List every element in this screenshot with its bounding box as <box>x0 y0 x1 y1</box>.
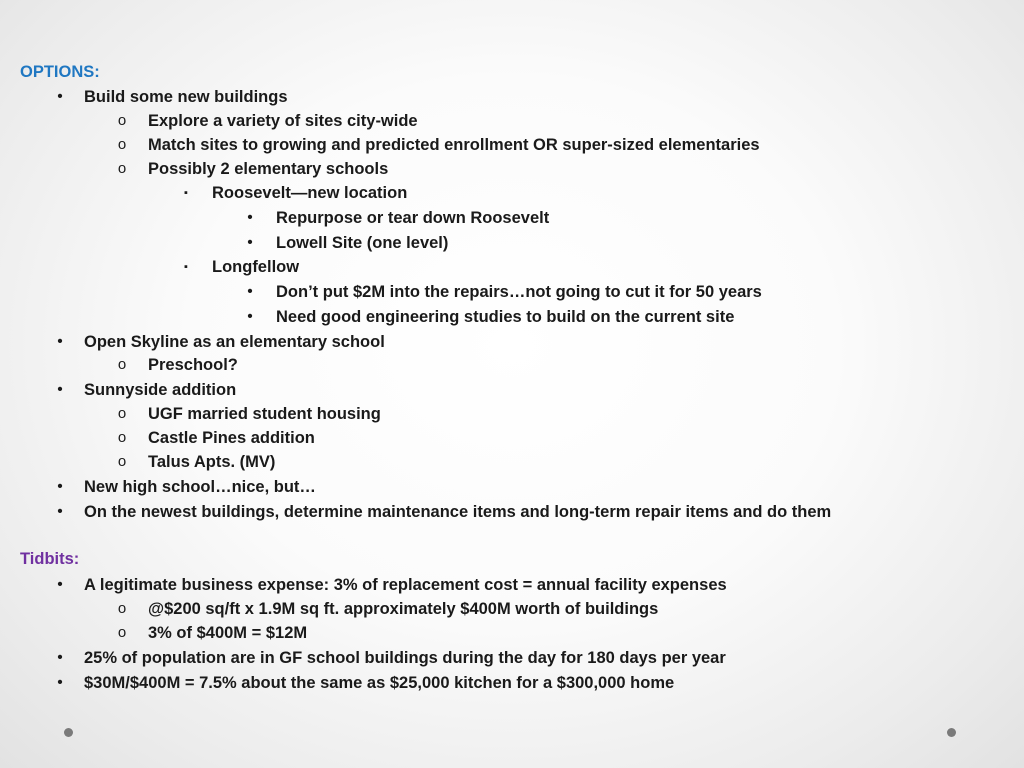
bullet-icon: • <box>57 649 63 666</box>
bullet-icon: • <box>247 209 253 226</box>
list-item-text: 25% of population are in GF school buildings during the day for 180 days per year <box>84 649 726 667</box>
decorative-dot-icon <box>947 728 956 737</box>
list-item-text: Talus Apts. (MV) <box>148 453 276 471</box>
options-heading: OPTIONS: <box>20 63 100 81</box>
list-item-text: Lowell Site (one level) <box>276 234 449 252</box>
list-item-text: Don’t put $2M into the repairs…not going to cut it for 50 years <box>276 283 762 301</box>
list-item-text: Preschool? <box>148 356 238 374</box>
bullet-icon: • <box>57 576 63 593</box>
bullet-icon: o <box>117 453 127 470</box>
bullet-icon: o <box>117 136 127 153</box>
tidbits-heading: Tidbits: <box>20 550 80 568</box>
bullet-icon: • <box>57 478 63 495</box>
list-item-text: New high school…nice, but… <box>84 478 316 496</box>
list-item-text: Castle Pines addition <box>148 429 315 447</box>
decorative-dot-icon <box>64 728 73 737</box>
list-item-text: Roosevelt—new location <box>212 184 408 202</box>
list-item-text: @$200 sq/ft x 1.9M sq ft. approximately $400M worth of buildings <box>148 600 659 618</box>
bullet-icon: o <box>117 356 127 373</box>
bullet-icon: • <box>57 381 63 398</box>
bullet-icon: ▪ <box>184 261 188 273</box>
bullet-icon: • <box>247 283 253 300</box>
list-item-text: Build some new buildings <box>84 88 288 106</box>
list-item-text: Possibly 2 elementary schools <box>148 160 389 178</box>
list-item-text: Match sites to growing and predicted enrollment OR super-sized elementaries <box>148 136 760 154</box>
list-item-text: 3% of $400M = $12M <box>148 624 308 642</box>
bullet-icon: • <box>57 503 63 520</box>
list-item-text: On the newest buildings, determine maintenance items and long-term repair items and do them <box>84 503 832 521</box>
bullet-icon: • <box>247 308 253 325</box>
bullet-icon: o <box>117 112 127 129</box>
bullet-icon: o <box>117 600 127 617</box>
bullet-icon: o <box>117 624 127 641</box>
list-item-text: Need good engineering studies to build on the current site <box>276 308 735 326</box>
bullet-icon: • <box>247 234 253 251</box>
list-item-text: Repurpose or tear down Roosevelt <box>276 209 550 227</box>
list-item-text: Longfellow <box>212 258 300 276</box>
bullet-icon: ▪ <box>184 187 188 199</box>
bullet-icon: o <box>117 160 127 177</box>
list-item-text: Open Skyline as an elementary school <box>84 333 385 351</box>
list-item-text: A legitimate business expense: 3% of replacement cost = annual facility expenses <box>84 576 727 594</box>
list-item-text: Sunnyside addition <box>84 381 237 399</box>
list-item-text: $30M/$400M = 7.5% about the same as $25,000 kitchen for a $300,000 home <box>84 674 675 692</box>
bullet-icon: • <box>57 674 63 691</box>
bullet-icon: o <box>117 429 127 446</box>
bullet-icon: o <box>117 405 127 422</box>
bullet-icon: • <box>57 88 63 105</box>
list-item-text: Explore a variety of sites city-wide <box>148 112 418 130</box>
bullet-icon: • <box>57 333 63 350</box>
list-item-text: UGF married student housing <box>148 405 381 423</box>
